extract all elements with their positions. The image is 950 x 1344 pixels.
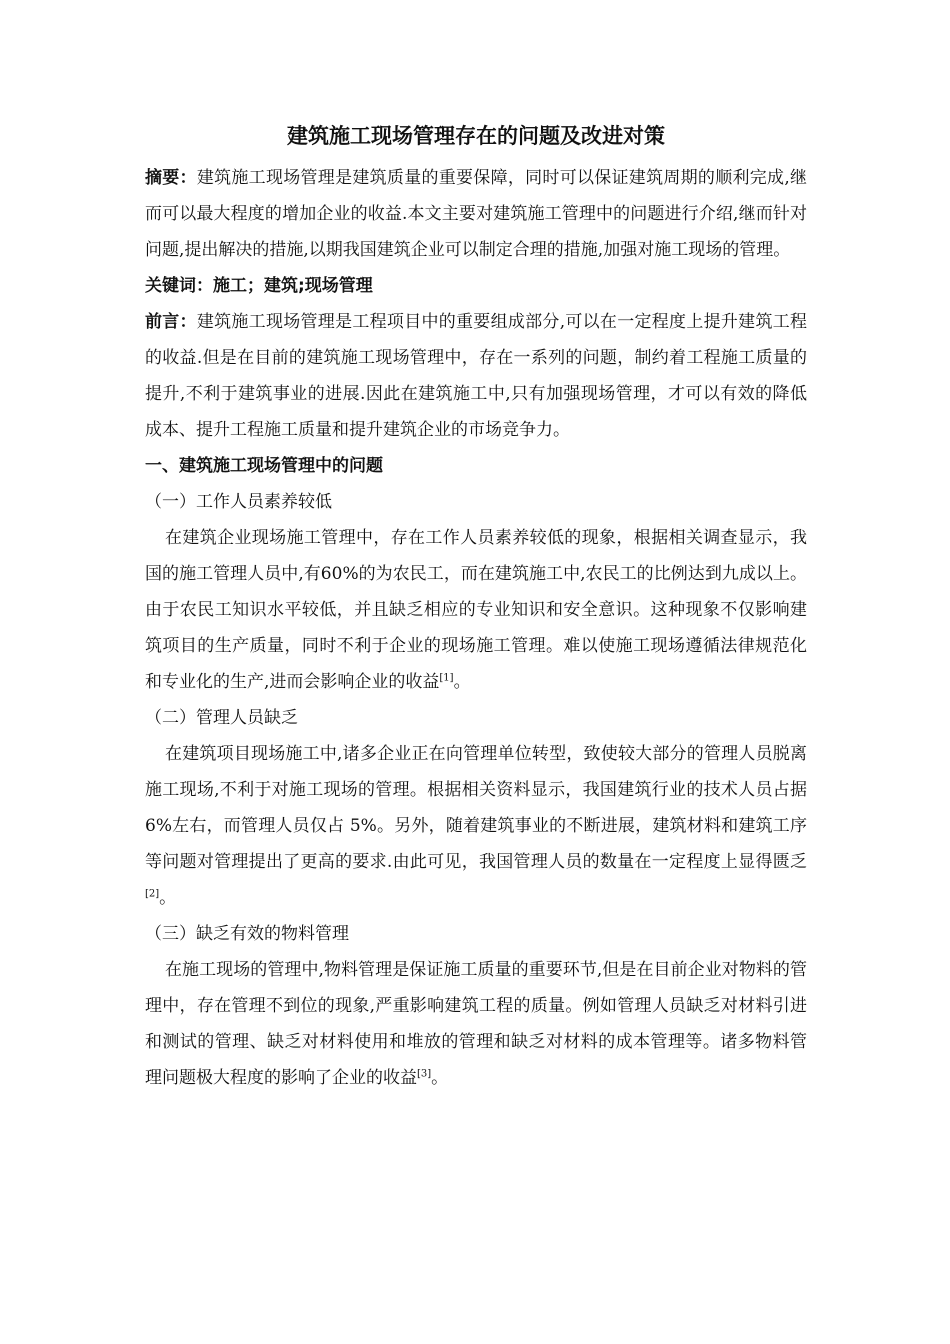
paragraph-tail: 。 [431, 1068, 449, 1088]
paragraph-text: 在建筑企业现场施工管理中，存在工作人员素养较低的现象，根据相关调查显示，我国的施工管理人员中,有60%的为农民工，而在建筑施工中,农民工的比例达到九成以上。由于农民工知识水平较低，并且缺乏相应的专业知识和安全意识。这种现象不仅影响建筑项目的生产质量，同时不利于企业的现场施工管理。难以使施工现场遵循法律规范化和专业化的生产,进而会影响企业的收益 [145, 528, 807, 692]
intro-text: 建筑施工现场管理是工程项目中的重要组成部分,可以在一定程度上提升建筑工程的收益.但是在目前的建筑施工现场管理中，存在一系列的问题，制约着工程施工质量的提升,不利于建筑事业的进展.因此在建筑施工中,只有加强现场管理，才可以有效的降低成本、提升工程施工质量和提升建筑企业的市场竞争力。 [145, 312, 808, 440]
intro-paragraph [145, 304, 807, 448]
paragraph-tail: 。 [159, 888, 177, 908]
subsection-paragraph-3 [145, 952, 807, 1096]
paragraph-tail: 。 [453, 672, 471, 692]
abstract-paragraph [145, 160, 807, 268]
abstract-label: 摘要： [145, 168, 197, 188]
abstract-text: 建筑施工现场管理是建筑质量的重要保障，同时可以保证建筑周期的顺利完成,继而可以最大程度的增加企业的收益.本文主要对建筑施工管理中的问题进行介绍,继而针对问题,提出解决的措施,以期我国建筑企业可以制定合理的措施,加强对施工现场的管理。 [145, 168, 808, 260]
subsection-heading-2: （二）管理人员缺乏 [145, 708, 298, 728]
paragraph-text: 在建筑项目现场施工中,诸多企业正在向管理单位转型，致使较大部分的管理人员脱离施工现场,不利于对施工现场的管理。根据相关资料显示，我国建筑行业的技术人员占据 6%左右，而管理人员仅占 5%。另外，随着建筑事业的不断进展，建筑材料和建筑工序等问题对管理提出了更高的要求.由此可见，我国管理人员的数量在一定程度上显得匮乏 [145, 744, 807, 872]
citation-ref: [2] [145, 888, 160, 900]
subsection-paragraph-2 [145, 736, 807, 916]
section-heading: 一、建筑施工现场管理中的问题 [145, 456, 383, 476]
keywords-line: 关键词：施工；建筑;现场管理 [145, 276, 373, 296]
subsection-heading-3: （三）缺乏有效的物料管理 [145, 924, 349, 944]
subsection-paragraph-1 [145, 520, 807, 700]
citation-ref: [3] [417, 1068, 432, 1080]
intro-label: 前言： [145, 312, 197, 332]
paragraph-text: 在施工现场的管理中,物料管理是保证施工质量的重要环节,但是在目前企业对物料的管理中，存在管理不到位的现象,严重影响建筑工程的质量。例如管理人员缺乏对材料引进和测试的管理、缺乏对材料使用和堆放的管理和缺乏对材料的成本管理等。诸多物料管理问题极大程度的影响了企业的收益 [145, 960, 807, 1088]
citation-ref: [1] [439, 672, 454, 684]
document-title: 建筑施工现场管理存在的问题及改进对策 [287, 124, 665, 148]
subsection-heading-1: （一）工作人员素养较低 [145, 492, 332, 512]
document-body [145, 120, 807, 1096]
